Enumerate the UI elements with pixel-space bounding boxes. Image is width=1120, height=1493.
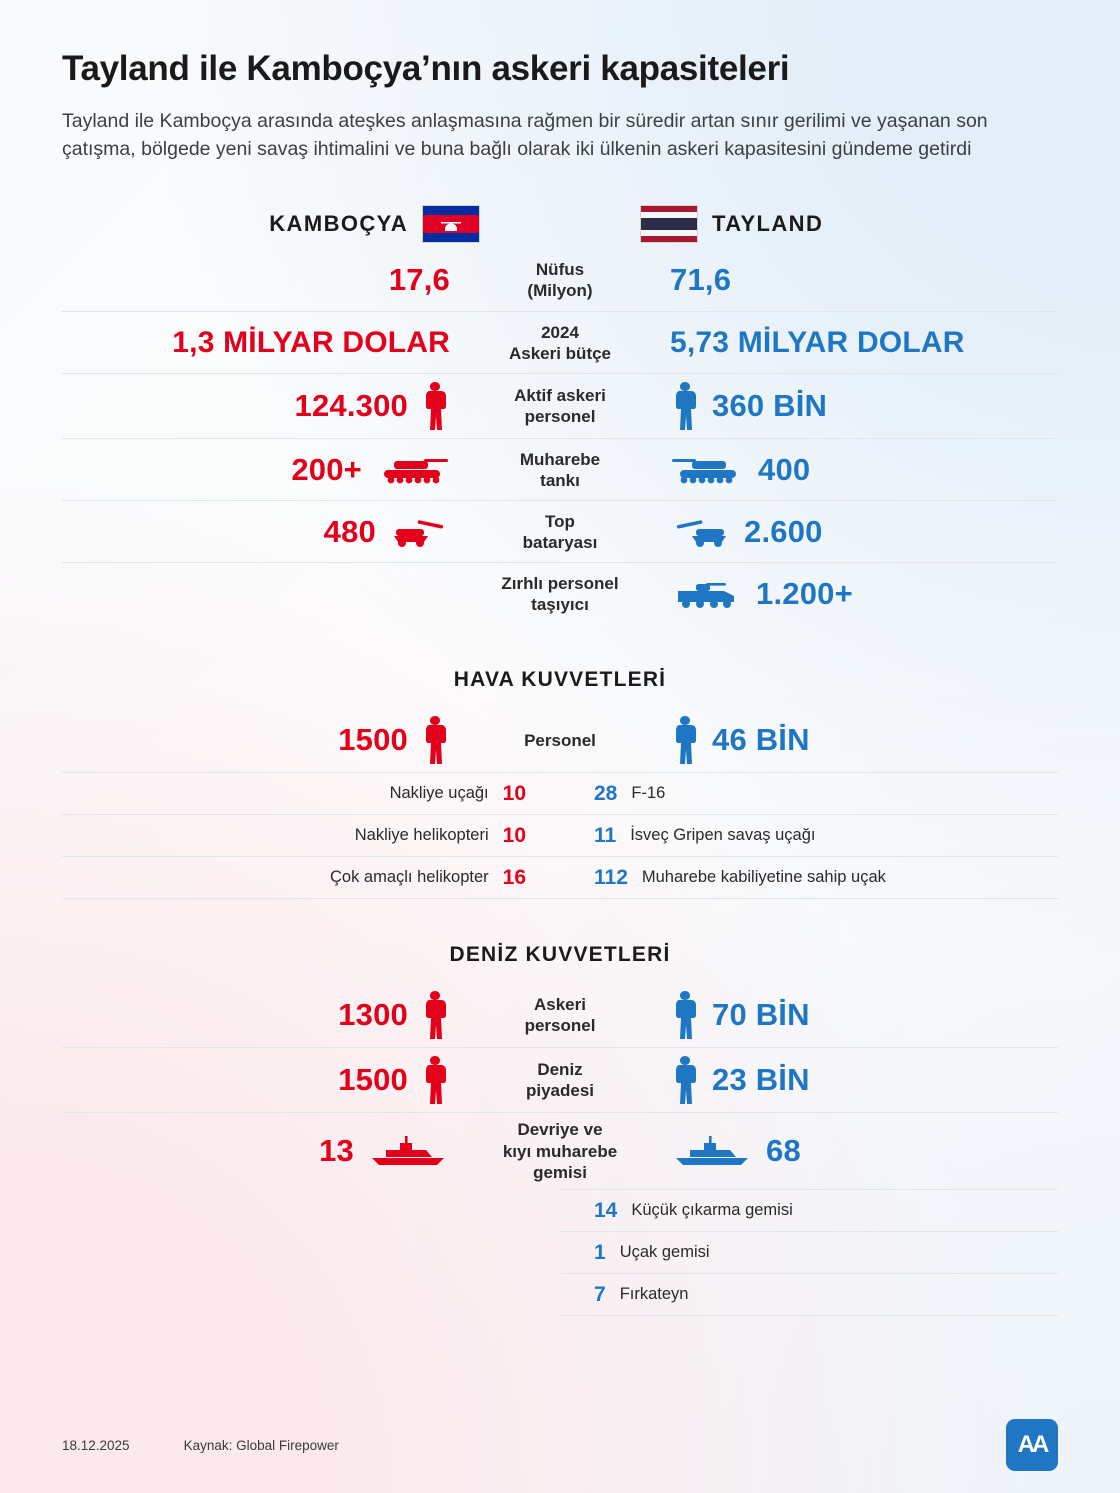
stat-row-patrol-ships: [62, 1112, 1058, 1189]
ship-icon: [366, 1134, 450, 1168]
stat-right-value: 360 BİN: [712, 388, 828, 424]
stat-left-value: 1500: [338, 722, 408, 758]
navy-subrow-bottom: [62, 1315, 1058, 1316]
stat-row-active-personnel: [62, 373, 1058, 438]
soldier-icon: [420, 989, 450, 1041]
air-left-label: Çok amaçlı helikopter: [329, 868, 489, 887]
stat-label-line2: tankı: [540, 470, 580, 490]
section-title-air: HAVA KUVVETLERİ: [453, 668, 667, 692]
stat-right-value: 68: [766, 1133, 801, 1169]
air-right-value: 11: [594, 823, 617, 847]
stat-right-value: 70 BİN: [712, 997, 810, 1033]
stat-row-apc: [62, 562, 1058, 624]
stat-left-value: 1500: [338, 1062, 408, 1098]
stat-label-line2: (Milyon): [527, 281, 593, 301]
stat-left-value: 480: [323, 513, 376, 549]
navy-subrow: [62, 1231, 1058, 1273]
stat-label-line3: gemisi: [533, 1162, 587, 1182]
navy-right-value: 7: [594, 1282, 606, 1306]
stat-label-line2: taşıyıcı: [531, 594, 589, 614]
stat-row-population: [62, 249, 1058, 311]
air-right-label: F-16: [631, 784, 666, 803]
navy-stats: [62, 983, 1058, 1316]
navy-sublist: [62, 1189, 1058, 1316]
stat-left-value: 1300: [338, 997, 408, 1033]
air-left-label: Nakliye helikopteri: [354, 826, 489, 845]
stat-row-budget: [62, 311, 1058, 373]
stat-right-value: 71,6: [670, 262, 732, 298]
air-subrow: [62, 814, 1058, 856]
air-subrow: [62, 856, 1058, 898]
soldier-icon: [420, 714, 450, 766]
navy-right-label: Fırkateyn: [619, 1285, 689, 1304]
air-sublists: [62, 772, 1058, 899]
stat-label-line1: Muharebe: [519, 449, 601, 469]
navy-subrow: [62, 1189, 1058, 1231]
country-right-label: TAYLAND: [712, 211, 824, 237]
general-stats: [62, 249, 1058, 624]
tank-icon: [374, 453, 450, 487]
stat-label-line1: Deniz: [537, 1060, 583, 1080]
stat-left-value: 200+: [291, 451, 362, 487]
stat-label-line2: personel: [524, 1016, 596, 1036]
soldier-icon: [670, 380, 700, 432]
country-header: [62, 205, 1058, 243]
stat-label-line2: kıyı muharebe: [502, 1141, 618, 1161]
stat-left-value: 1,3 MİLYAR DOLAR: [172, 325, 450, 359]
cambodia-flag-icon: [422, 205, 480, 243]
stat-label-line1: Devriye ve: [517, 1120, 603, 1140]
section-title-navy: DENİZ KUVVETLERİ: [449, 943, 671, 967]
footer-source: Kaynak: Global Firepower: [183, 1437, 339, 1453]
soldier-icon: [670, 989, 700, 1041]
navy-right-label: Küçük çıkarma gemisi: [631, 1201, 793, 1220]
navy-right-label: Uçak gemisi: [619, 1243, 710, 1262]
ship-icon: [670, 1134, 754, 1168]
country-right: [560, 205, 1058, 243]
stat-row-navy-personnel: [62, 983, 1058, 1047]
stat-row-tanks: [62, 438, 1058, 500]
air-right-value: 28: [594, 781, 618, 805]
stat-left-value: 124.300: [294, 388, 408, 424]
country-left-label: KAMBOÇYA: [269, 211, 408, 237]
stat-right-value: 1.200+: [756, 575, 853, 611]
soldier-icon: [670, 714, 700, 766]
thailand-flag-icon: [640, 205, 698, 243]
stat-row-air-personnel: [62, 708, 1058, 772]
footer: [0, 1419, 1120, 1471]
air-left-value: 10: [502, 823, 526, 847]
soldier-icon: [420, 1054, 450, 1106]
page-title: Tayland ile Kamboçya’nın askeri kapasiteleri: [62, 49, 790, 88]
stat-left-value: 13: [319, 1133, 354, 1169]
stat-label-line1: Personel: [524, 730, 596, 750]
footer-date: 18.12.2025: [62, 1437, 130, 1453]
stat-label-line2: piyadesi: [525, 1081, 595, 1101]
stat-label-line2: Askeri bütçe: [508, 343, 612, 363]
air-subrow-bottom: [62, 898, 1058, 899]
artillery-icon: [670, 515, 732, 549]
stat-row-artillery: [62, 500, 1058, 562]
stat-label-line1: Aktif askeri: [514, 386, 606, 406]
country-left: [62, 205, 560, 243]
stat-left-value: 17,6: [388, 262, 450, 298]
stat-label-line1: 2024: [541, 322, 579, 342]
air-left-label: Nakliye uçağı: [389, 784, 489, 803]
page-subtitle: Tayland ile Kamboçya arasında ateşkes anlaşmasına rağmen bir süredir artan sınır gerilimi ve yaşanan son çatışma, bölgede yeni savaş ihtimalini ve buna bağlı olarak iki ülkenin askeri kapasitesini gündeme getirdi: [62, 110, 988, 160]
stat-right-value: 400: [758, 451, 811, 487]
tank-icon: [670, 453, 746, 487]
stat-right-value: 2.600: [744, 513, 823, 549]
air-left-value: 10: [502, 781, 526, 805]
air-right-label: Muharebe kabiliyetine sahip uçak: [641, 868, 886, 887]
air-right-label: İsveç Gripen savaş uçağı: [630, 826, 816, 845]
air-stats: [62, 708, 1058, 899]
artillery-icon: [388, 515, 450, 549]
stat-label-line2: personel: [524, 407, 596, 427]
air-left-value: 16: [502, 865, 526, 889]
stat-right-value: 23 BİN: [712, 1062, 810, 1098]
air-right-value: 112: [594, 865, 628, 889]
air-subrow: [62, 772, 1058, 814]
stat-label-line1: Askeri: [534, 995, 586, 1015]
stat-right-value: 46 BİN: [712, 722, 810, 758]
stat-label-line1: Top: [545, 511, 575, 531]
stat-row-marines: [62, 1047, 1058, 1112]
apc-icon: [670, 577, 744, 611]
stat-label-line2: bataryası: [522, 532, 598, 552]
soldier-icon: [670, 1054, 700, 1106]
stat-label-line1: Nüfus: [535, 260, 585, 280]
navy-right-value: 14: [594, 1198, 618, 1222]
aa-logo: [1006, 1419, 1058, 1471]
navy-subrow: [62, 1273, 1058, 1315]
soldier-icon: [420, 380, 450, 432]
stat-right-value: 5,73 MİLYAR DOLAR: [670, 325, 965, 359]
stat-label-line1: Zırhlı personel: [501, 573, 619, 593]
aa-logo-text: AA: [1017, 1431, 1047, 1458]
navy-right-value: 1: [594, 1240, 606, 1264]
